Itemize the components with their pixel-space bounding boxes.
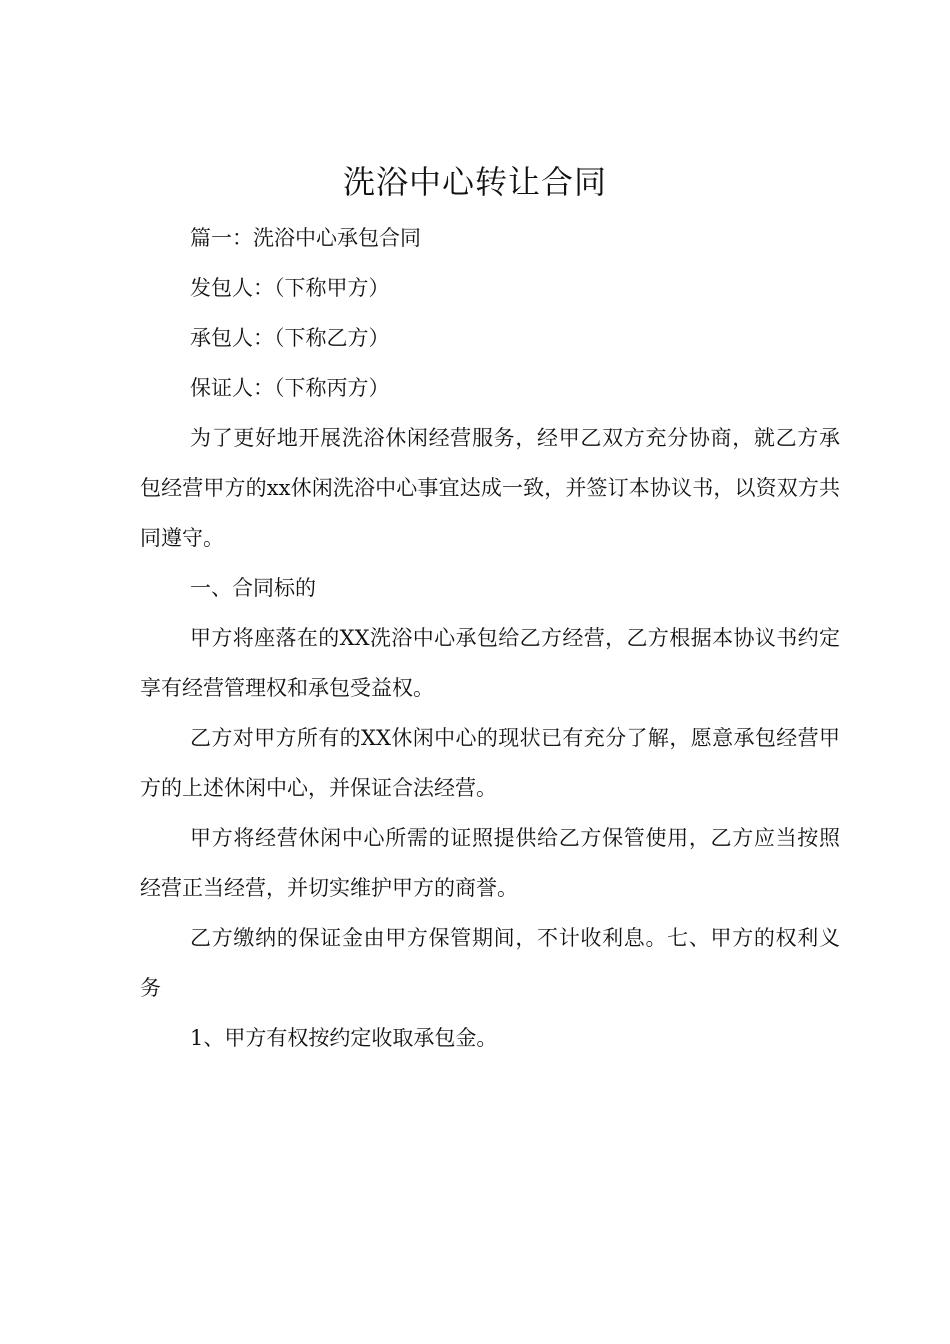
party-employer: 发包人：（下称甲方） bbox=[190, 276, 390, 300]
section-heading: 篇一：洗浴中心承包合同 bbox=[190, 226, 421, 250]
clause-paragraph: 乙方缴纳的保证金由甲方保管期间，不计收利息。七、甲方的权利义务 bbox=[140, 926, 840, 1000]
clause-item: 1、甲方有权按约定收取承包金。 bbox=[190, 1026, 498, 1050]
document-title: 洗浴中心转让合同 bbox=[342, 163, 607, 201]
party-contractor: 承包人：（下称乙方） bbox=[190, 326, 390, 350]
clause-paragraph: 乙方对甲方所有的XX休闲中心的现状已有充分了解，愿意承包经营甲方的上述休闲中心，并保证合法经营。 bbox=[140, 726, 840, 800]
clause-heading: 一、合同标的 bbox=[190, 576, 316, 600]
party-guarantor: 保证人：（下称丙方） bbox=[190, 376, 390, 400]
preamble-paragraph: 为了更好地开展洗浴休闲经营服务，经甲乙双方充分协商，就乙方承包经营甲方的xx休闲洗浴中心事宜达成一致，并签订本协议书，以资双方共同遵守。 bbox=[140, 426, 840, 550]
document-body bbox=[140, 213, 840, 1063]
clause-paragraph: 甲方将经营休闲中心所需的证照提供给乙方保管使用，乙方应当按照经营正当经营，并切实维护甲方的商誉。 bbox=[140, 826, 840, 900]
clause-paragraph: 甲方将座落在的XX洗浴中心承包给乙方经营，乙方根据本协议书约定享有经营管理权和承包受益权。 bbox=[140, 626, 840, 700]
